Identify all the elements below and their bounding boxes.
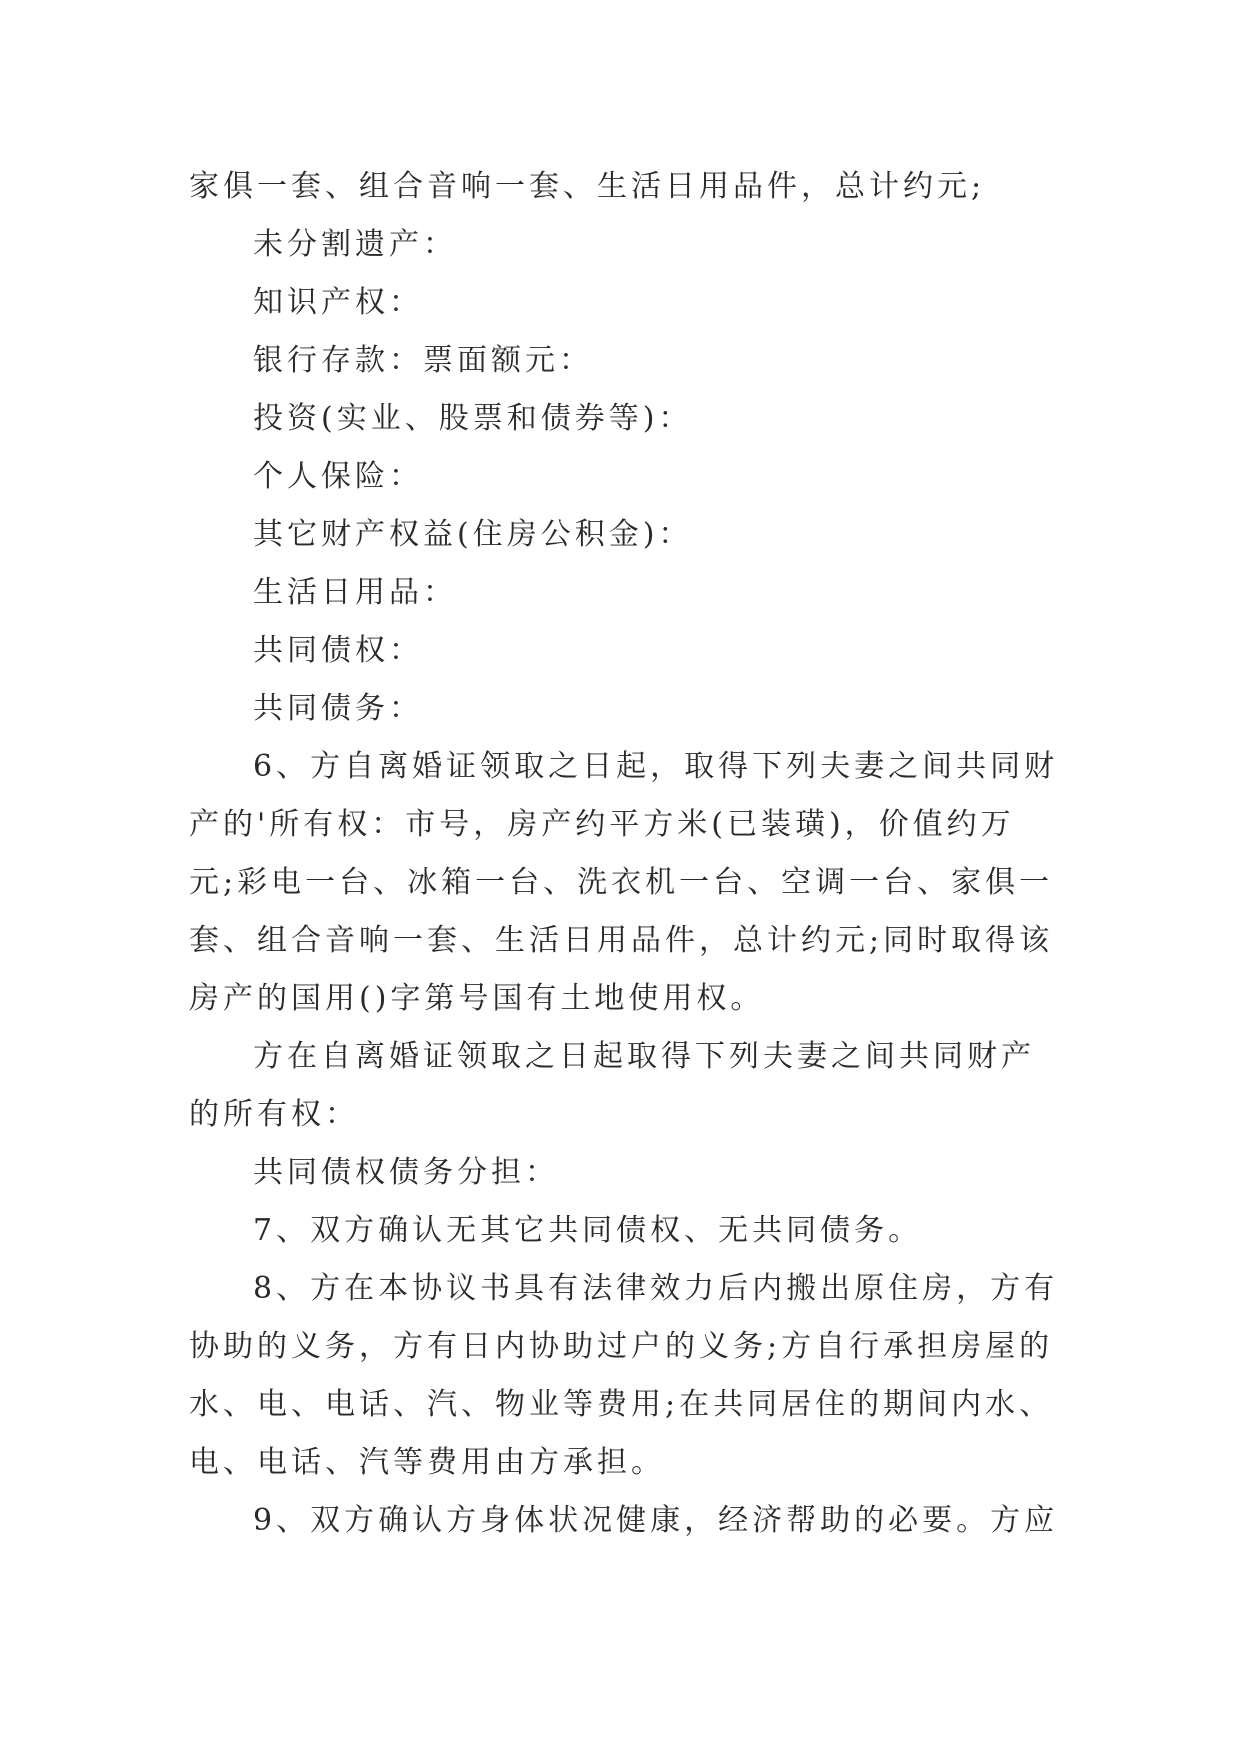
paragraph-clause-9: 9、双方确认方身体状况健康，经济帮助的必要。方应	[253, 1503, 1059, 1538]
paragraph-other-property-rights: 其它财产权益(住房公积金)：	[253, 517, 693, 552]
paragraph-clause-6: 6、方自离婚证领取之日起，取得下列夫妻之间共同财产的'所有权：市号，房产约平方米(已装璜)，价值约万元;彩电一台、冰箱一台、洗衣机一台、空调一台、家俱一套、组合音响一套、生活日用品件，总计约元;同时取得该房产的国用()字第号国有土地使用权。	[189, 749, 1059, 1016]
paragraph-joint-debts: 共同债务：	[253, 691, 423, 726]
paragraph-clause-7: 7、双方确认无其它共同债权、无共同债务。	[253, 1213, 923, 1248]
paragraph-debt-sharing: 共同债权债务分担：	[253, 1155, 559, 1190]
paragraph-investment: 投资(实业、股票和债券等)：	[253, 401, 693, 436]
paragraph-clause-8: 8、方在本协议书具有法律效力后内搬出原住房，方有协助的义务，方有日内协助过户的义务;方自行承担房屋的水、电、电话、汽、物业等费用;在共同居住的期间内水、电、电话、汽等费用由方承担。	[189, 1271, 1059, 1480]
paragraph-intellectual-property: 知识产权：	[253, 285, 423, 320]
paragraph-undivided-inheritance: 未分割遗产：	[253, 227, 457, 262]
paragraph-other-party-property: 方在自离婚证领取之日起取得下列夫妻之间共同财产的所有权：	[189, 1039, 1035, 1132]
paragraph-personal-insurance: 个人保险：	[253, 459, 423, 494]
paragraph-furniture-summary: 家俱一套、组合音响一套、生活日用品件，总计约元;	[189, 169, 986, 204]
paragraph-daily-necessities: 生活日用品：	[253, 575, 457, 610]
document-body	[189, 158, 1059, 1550]
paragraph-joint-claims: 共同债权：	[253, 633, 423, 668]
paragraph-bank-deposit: 银行存款：票面额元：	[253, 343, 593, 378]
